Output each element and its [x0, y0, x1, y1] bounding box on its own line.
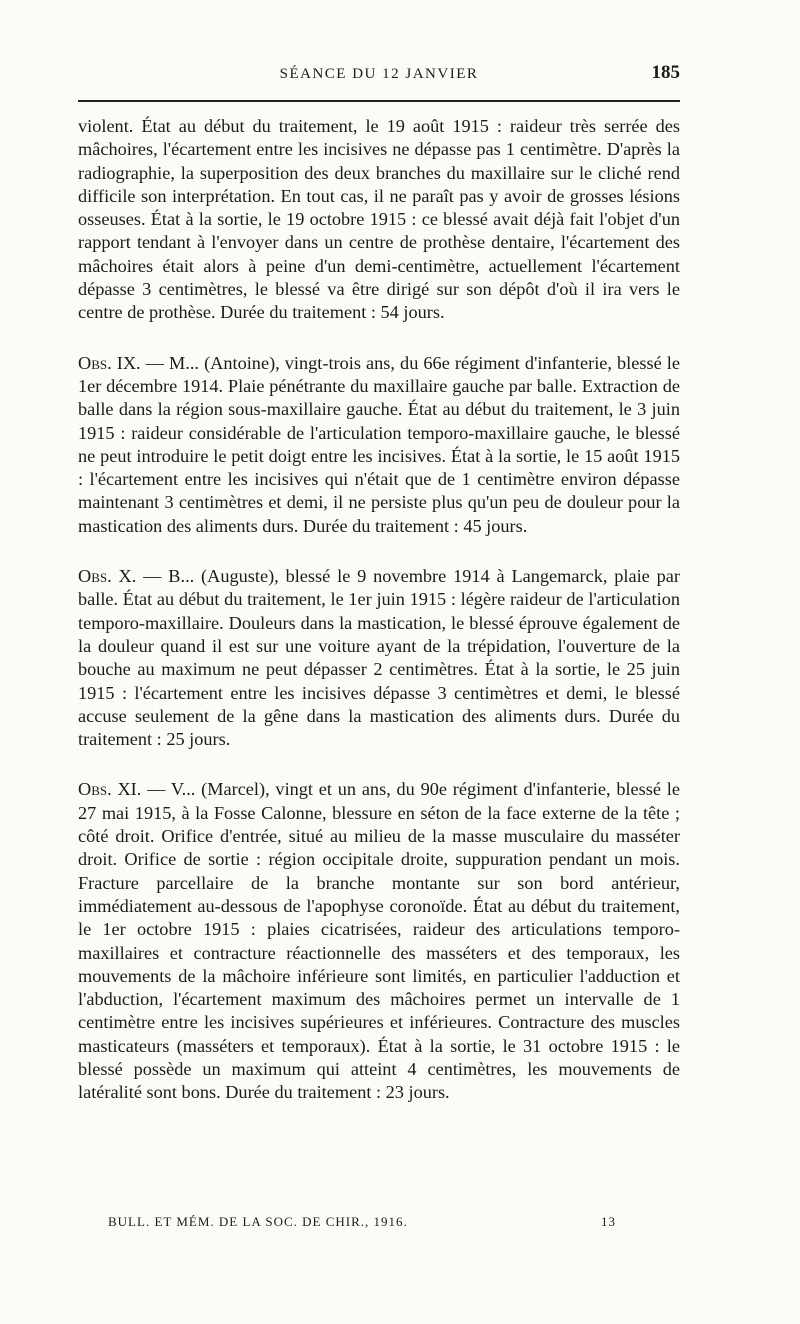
observation-label: Obs. IX. [78, 352, 141, 373]
observation-text: — B... (Auguste), blessé le 9 novembre 1914 à Langemarck, plaie par balle. État au début du traitement, le 1er juin 1915 : légère raideur de l'articulation temporo-maxillaire. Douleurs dans la mastication, le blessé éprouve également de la douleur quand il est sur une voiture ayant de la trépidation, l'ouverture de la bouche au maximum ne peut dépasser 2 centimètres. État à la sortie, le 25 juin 1915 : l'écartement entre les incisives dépasse 3 centimètres et demi, le blessé accuse seulement de la gêne dans la mastication des aliments durs. Durée du traitement : 25 jours. [78, 566, 680, 750]
observation-xi [78, 778, 680, 1104]
body-text [78, 115, 680, 1105]
signature-mark: 13 [601, 1214, 616, 1229]
running-title: SÉANCE DU 12 JANVIER [279, 66, 479, 82]
paragraph-text: violent. État au début du traitement, le 19 août 1915 : raideur très serrée des mâchoires, l'écartement entre les incisives ne dépasse pas 1 centimètre. D'après la radiographie, la superposition des deux branches du maxillaire sur le cliché rend difficile son interprétation. En tout cas, il ne paraît pas y avoir de grosses lésions osseuses. État à la sortie, le 19 octobre 1915 : ce blessé avait déjà fait l'objet d'un rapport tendant à l'envoyer dans un centre de prothèse dentaire, l'écartement des mâchoires était alors à peine d'un demi-centimètre, actuellement l'écartement dépasse 3 centimètres, le blessé va être dirigé sur son dépôt d'où il ira vers le centre de prothèse. Durée du traitement : 54 jours. [78, 116, 680, 323]
observation-text: — V... (Marcel), vingt et un ans, du 90e régiment d'infanterie, blessé le 27 mai 1915, à la Fosse Calonne, blessure en séton de la face externe de la tête ; côté droit. Orifice d'entrée, situé au milieu de la masse musculaire du masséter droit. Orifice de sortie : région occipitale droite, suppuration pendant un mois. Fracture parcellaire de la branche montante sur son bord antérieur, immédiatement au-dessous de l'apophyse coronoïde. État au début du traitement, le 1er octobre 1915 : plaies cicatrisées, raideur des articulations temporo-maxillaires et contracture réactionnelle des masséters et des temporaux, les mouvements de la mâchoire inférieure sont limités, en particulier l'adduction et l'abduction, l'écartement maximum des mâchoires permet un intervalle de 1 centimètre entre les incisives supérieures et inférieures. Contracture des muscles masticateurs (masséters et temporaux). État à la sortie, le 31 octobre 1915 : le blessé possède un maximum qui atteint 4 centimètres, les mouvements de latéralité sont bons. Durée du traitement : 23 jours. [78, 779, 680, 1103]
header-rule [78, 100, 680, 102]
paragraph-continuation [78, 115, 680, 325]
observation-label: Obs. XI. [78, 779, 142, 800]
footer [78, 1214, 680, 1234]
footer-citation: BULL. ET MÉM. DE LA SOC. DE CHIR., 1916. [108, 1214, 408, 1229]
running-head [78, 58, 680, 88]
observation-ix [78, 352, 680, 538]
observation-x [78, 565, 680, 751]
observation-text: — M... (Antoine), vingt-trois ans, du 66e régiment d'infanterie, blessé le 1er décembre 1914. Plaie pénétrante du maxillaire gauche par balle. Extraction de balle dans la région sous-maxillaire gauche. État au début du traitement, le 3 juin 1915 : raideur considérable de l'articulation temporo-maxillaire gauche, le blessé ne peut introduire le petit doigt entre les incisives. État à la sortie, le 15 août 1915 : l'écartement entre les incisives qui n'était que de 1 centimètre environ dépasse maintenant 3 centimètres et demi, il ne persiste plus qu'un peu de douleur pour la mastication des aliments durs. Durée du traitement : 45 jours. [78, 352, 680, 536]
page-number: 185 [651, 62, 680, 83]
observation-label: Obs. X. [78, 566, 137, 587]
